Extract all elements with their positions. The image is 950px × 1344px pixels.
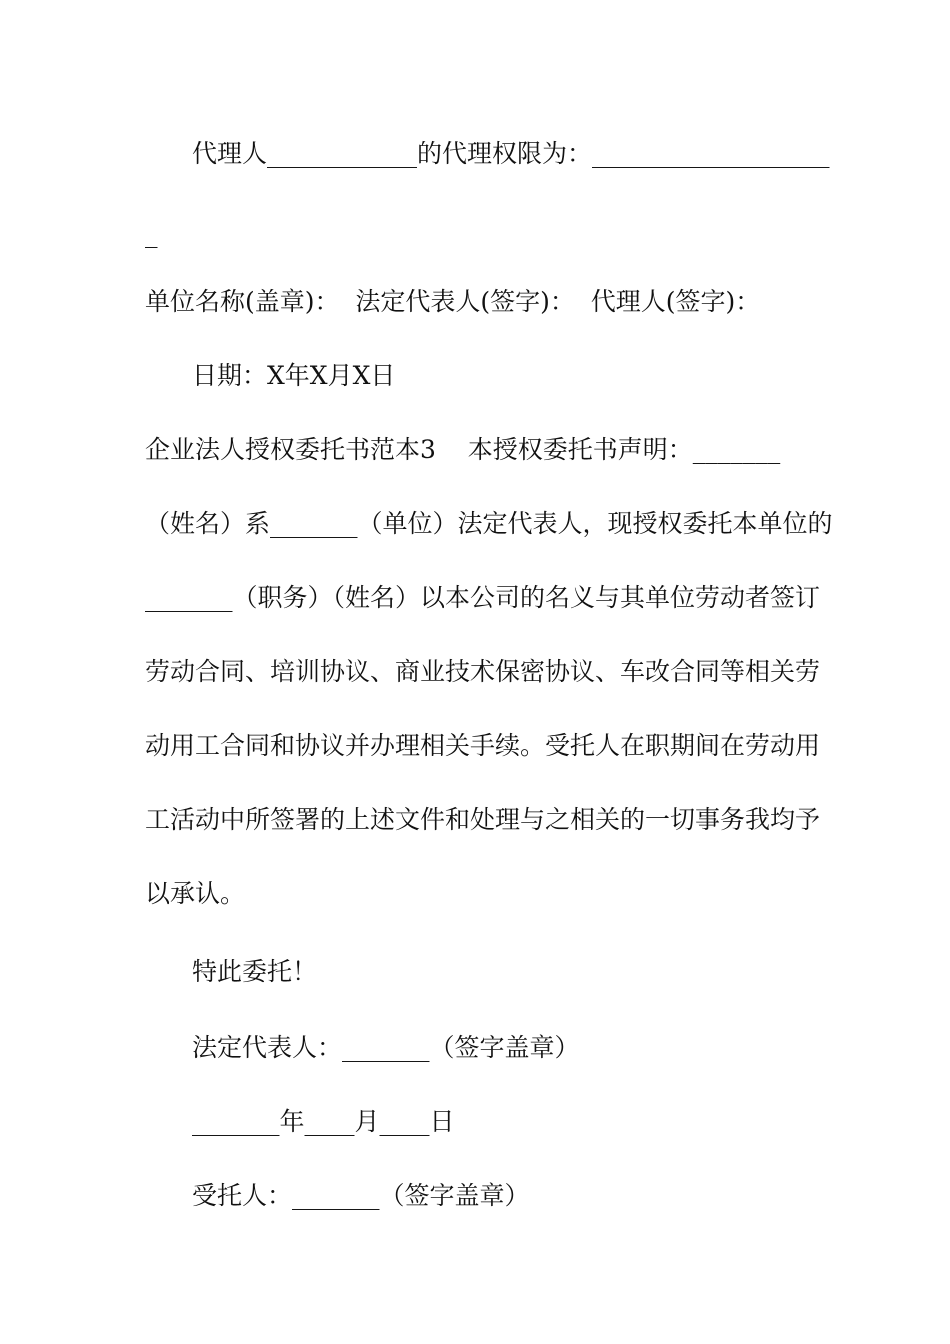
body-paragraph-line: 以承认。 bbox=[145, 879, 246, 908]
signature-date-line: _______年____月____日 bbox=[192, 1107, 455, 1136]
closing-line: 特此委托！ bbox=[192, 957, 318, 986]
trustee-signature-line: 受托人：_______（签字盖章） bbox=[192, 1181, 530, 1210]
signature-fields-line: 单位名称(盖章)： 法定代表人(签字)： 代理人(签字)： bbox=[145, 287, 761, 316]
body-paragraph-line: 动用工合同和协议并办理相关手续。受托人在职期间在劳动用 bbox=[145, 731, 821, 760]
body-paragraph-line: （姓名）系_______（单位）法定代表人，现授权委托本单位的 bbox=[145, 509, 833, 538]
body-paragraph-line: _______（职务）（姓名）以本公司的名义与其单位劳动者签订 bbox=[145, 583, 821, 612]
legal-representative-signature-line: 法定代表人：_______（签字盖章） bbox=[192, 1033, 580, 1062]
date-line: 日期：X年X月X日 bbox=[192, 361, 396, 390]
template-heading-line: 企业法人授权委托书范本3 本授权委托书声明：_______ bbox=[145, 435, 781, 464]
body-paragraph-line: 劳动合同、培训协议、商业技术保密协议、车改合同等相关劳 bbox=[145, 657, 821, 686]
authority-continuation-line: _ bbox=[145, 219, 158, 248]
agent-authority-line: 代理人____________的代理权限为：___________________ bbox=[192, 139, 830, 168]
body-paragraph-line: 工活动中所签署的上述文件和处理与之相关的一切事务我均予 bbox=[145, 805, 821, 834]
